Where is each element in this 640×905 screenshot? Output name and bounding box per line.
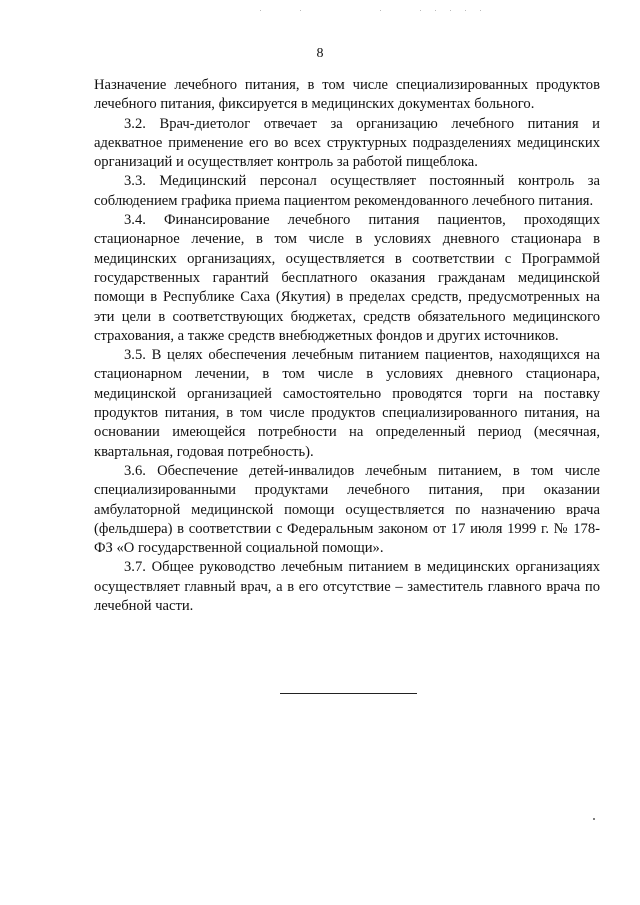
paragraph-3-3: 3.3. Медицинский персонал осуществляет постоянный контроль за соблюдением графика приема пациентом рекомендованного лечебного питания. bbox=[94, 173, 600, 209]
scan-speck bbox=[593, 818, 595, 820]
paragraph-3-5: 3.5. В целях обеспечения лечебным питанием пациентов, находящихся на стационарном лечении, в том числе в условиях дневного стационара, медицинской организацией самостоятельно проводятся торги на поставку продуктов питания, в том числе продуктов специализированного питания, на основании имеющейся потребности на определенный период (месячная, квартальная, годовая потребность). bbox=[94, 347, 600, 460]
paragraph-3-4: 3.4. Финансирование лечебного питания пациентов, проходящих стационарное лечение, в том числе в условиях дневного стационара в медицинских организациях, осуществляется в соответствии с Программой государственных гарантий бесплатного оказания гражданам медицинской помощи в Республике Саха (Якутия) в пределах средств, предусмотренных на эти цели в соответствующих бюджетах, средств обязательного медицинского страхования, а также средств внебюджетных фондов и других источников. bbox=[94, 212, 600, 344]
scan-artifacts bbox=[260, 10, 490, 12]
document-body bbox=[94, 76, 600, 616]
paragraph-continuation: Назначение лечебного питания, в том числе специализированных продуктов лечебного питания, фиксируется в медицинских документах больного. bbox=[94, 77, 600, 113]
paragraph-3-2: 3.2. Врач-диетолог отвечает за организацию лечебного питания и адекватное применение его во всех структурных подразделениях медицинских организаций и осуществляет контроль за работой пищеблока. bbox=[94, 115, 600, 171]
page-number: 8 bbox=[316, 46, 324, 61]
end-of-text-divider bbox=[280, 693, 417, 694]
paragraph-3-7: 3.7. Общее руководство лечебным питанием в медицинских организациях осуществляет главный врач, а в его отсутствие – заместитель главного врача по лечебной части. bbox=[94, 559, 600, 615]
paragraph-3-6: 3.6. Обеспечение детей-инвалидов лечебным питанием, в том числе специализированными продуктами лечебного питания, при оказании амбулаторной медицинской помощи осуществляется по назначению врача (фельдшера) в соответствии с Федеральным законом от 17 июля 1999 г. № 178-ФЗ «О государственной социальной помощи». bbox=[94, 462, 600, 557]
